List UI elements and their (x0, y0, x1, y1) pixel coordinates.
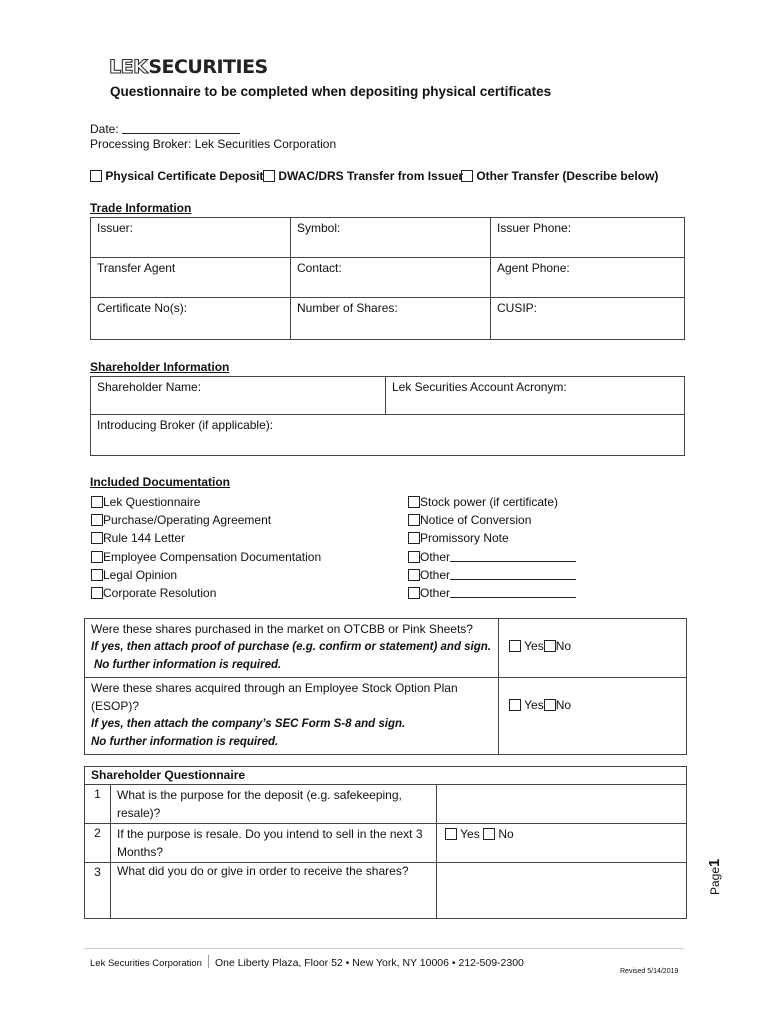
doc-item-label: Employee Compensation Documentation (103, 549, 322, 564)
revised-date: Revised 5/14/2019 (620, 968, 679, 975)
issuer-phone-field[interactable]: Issuer Phone: (491, 218, 685, 258)
other-description-field[interactable] (450, 549, 576, 562)
doc-item-other[interactable] (408, 548, 576, 566)
page-label: Page (708, 866, 722, 895)
trade-info-table (90, 217, 685, 340)
doc-item-label: Other (420, 586, 451, 601)
question-purpose (111, 785, 437, 824)
shareholder-info-title: Shareholder Information (90, 360, 230, 374)
question-esop (85, 678, 499, 755)
checkbox[interactable] (91, 569, 103, 581)
documentation-right-list (408, 493, 576, 602)
doc-item[interactable] (408, 493, 576, 511)
documentation-left-list (91, 493, 321, 602)
doc-item-label: Corporate Resolution (103, 586, 217, 601)
symbol-field[interactable]: Symbol: (291, 218, 491, 258)
doc-item[interactable] (408, 511, 576, 529)
checkbox[interactable] (408, 514, 420, 526)
doc-item-label: Lek Questionnaire (103, 495, 201, 509)
checkbox[interactable] (263, 170, 275, 182)
doc-item[interactable] (91, 493, 321, 511)
introducing-broker-field[interactable]: Introducing Broker (if applicable): (91, 415, 685, 456)
checkbox[interactable] (91, 496, 103, 508)
logo-part-lek: LEK (109, 56, 148, 78)
yes-label: Yes (524, 698, 544, 712)
yes-checkbox[interactable] (509, 640, 521, 652)
doc-item[interactable] (408, 529, 576, 547)
doc-item[interactable] (91, 566, 321, 584)
transfer-agent-field[interactable]: Transfer Agent (91, 258, 291, 298)
date-label: Date: (90, 122, 119, 136)
answer-resale (437, 824, 687, 863)
footer-address: One Liberty Plaza, Floor 52 • New York, NY 10006 • 212-509-2300 (214, 957, 524, 969)
checkbox[interactable] (91, 514, 103, 526)
doc-item[interactable] (91, 511, 321, 529)
issuer-field[interactable]: Issuer: (91, 218, 291, 258)
trade-info-title: Trade Information (90, 201, 192, 215)
question-no-info: No further information is required. (94, 659, 282, 671)
doc-item-label: Notice of Conversion (420, 513, 532, 528)
question-consideration: What did you do or give in order to receive the shares? (111, 863, 437, 919)
agent-phone-field[interactable]: Agent Phone: (491, 258, 685, 298)
question-if-yes: If yes, then attach proof of purchase (e.g. confirm or statement) and sign. (91, 641, 492, 653)
deposit-option-label: Physical Certificate Deposit (105, 169, 264, 183)
answer-otcbb (499, 619, 687, 678)
checkbox[interactable] (408, 496, 420, 508)
footer (90, 955, 524, 969)
question-line: What is the purpose for the deposit (e.g. safekeeping, (117, 788, 402, 802)
question-otcbb (85, 619, 499, 678)
checkbox[interactable] (408, 551, 420, 563)
checkbox[interactable] (91, 551, 103, 563)
no-checkbox[interactable] (544, 640, 556, 652)
no-label: No (555, 639, 572, 653)
deposit-option-physical[interactable] (90, 169, 263, 183)
form-heading: Questionnaire to be completed when depositing physical certificates (110, 84, 552, 99)
yes-label: Yes (524, 639, 544, 653)
date-field[interactable] (122, 121, 240, 134)
answer-consideration-field[interactable] (437, 863, 687, 919)
page-number-value: 1 (706, 858, 723, 867)
documentation-title: Included Documentation (90, 475, 231, 489)
doc-item[interactable] (91, 529, 321, 547)
checkbox[interactable] (91, 587, 103, 599)
yes-label: Yes (460, 827, 480, 841)
checkbox[interactable] (90, 170, 102, 182)
deposit-option-label: DWAC/DRS Transfer from Issuer (278, 169, 464, 183)
doc-item-label: Legal Opinion (103, 567, 178, 582)
processing-broker: Processing Broker: Lek Securities Corporation (90, 137, 337, 151)
account-acronym-field[interactable]: Lek Securities Account Acronym: (386, 377, 685, 415)
yes-checkbox[interactable] (445, 828, 457, 840)
certificate-numbers-field[interactable]: Certificate No(s): (91, 298, 291, 340)
footer-separator (208, 955, 209, 968)
doc-item-label: Other (420, 549, 451, 564)
number-of-shares-field[interactable]: Number of Shares: (291, 298, 491, 340)
logo-part-securities: SECURITIES (148, 56, 268, 78)
doc-item-label: Stock power (if certificate) (420, 495, 559, 509)
other-description-field[interactable] (450, 567, 576, 580)
question-number: 1 (85, 785, 111, 824)
no-label: No (555, 698, 572, 712)
question-line: Months? (117, 845, 164, 859)
checkbox[interactable] (408, 532, 420, 544)
checkbox[interactable] (91, 532, 103, 544)
question-resale (111, 824, 437, 863)
question-if-yes: If yes, then attach the company’s SEC Form S-8 and sign. (91, 718, 406, 730)
deposit-option-other[interactable] (461, 169, 658, 183)
shareholder-info-table (90, 376, 685, 456)
date-row (90, 121, 240, 136)
doc-item-other[interactable] (408, 566, 576, 584)
question-text: Were these shares purchased in the market on OTCBB or Pink Sheets? (91, 622, 473, 636)
shareholder-questionnaire-table (84, 766, 687, 919)
question-line: resale)? (117, 806, 161, 820)
checkbox[interactable] (408, 569, 420, 581)
no-label: No (498, 827, 514, 841)
doc-item-label: Rule 144 Letter (103, 531, 186, 546)
contact-field[interactable]: Contact: (291, 258, 491, 298)
no-checkbox[interactable] (483, 828, 495, 840)
page-number (706, 859, 723, 895)
doc-item-label: Other (420, 567, 451, 582)
answer-esop (499, 678, 687, 755)
deposit-option-dwac[interactable] (263, 169, 463, 183)
doc-item-label: Purchase/Operating Agreement (103, 513, 272, 528)
question-text: Were these shares acquired through an Employee Stock Option Plan (ESOP)? (91, 681, 458, 713)
shareholder-name-field[interactable]: Shareholder Name: (91, 377, 386, 415)
lek-securities-logo (109, 56, 268, 78)
other-description-field[interactable] (450, 585, 576, 598)
question-number: 3 (85, 863, 111, 919)
doc-item-other[interactable] (408, 584, 576, 602)
question-no-info: No further information is required. (91, 736, 279, 748)
purchase-questions-table (84, 618, 687, 755)
doc-item-label: Promissory Note (420, 531, 509, 546)
footer-divider (84, 948, 684, 949)
yes-checkbox[interactable] (509, 699, 521, 711)
doc-item[interactable] (91, 584, 321, 602)
checkbox[interactable] (408, 587, 420, 599)
question-line: If the purpose is resale. Do you intend to sell in the next 3 (117, 827, 423, 841)
footer-company: Lek Securities Corporation (90, 958, 202, 969)
question-number: 2 (85, 824, 111, 863)
shareholder-questionnaire-title: Shareholder Questionnaire (85, 767, 687, 785)
deposit-option-label: Other Transfer (Describe below) (476, 169, 659, 183)
checkbox[interactable] (461, 170, 473, 182)
no-checkbox[interactable] (544, 699, 556, 711)
cusip-field[interactable]: CUSIP: (491, 298, 685, 340)
answer-purpose-field[interactable] (437, 785, 687, 824)
doc-item[interactable] (91, 548, 321, 566)
